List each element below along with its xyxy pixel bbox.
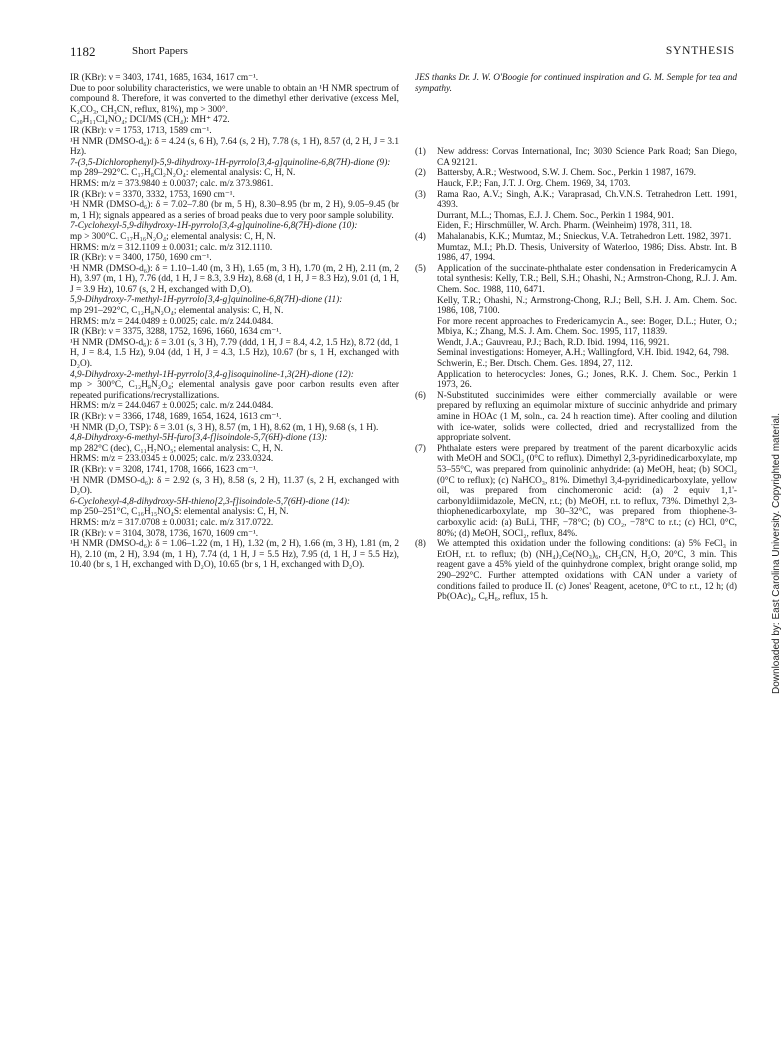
page-header bbox=[70, 44, 735, 60]
reference-item bbox=[415, 190, 737, 232]
data-line: IR (KBr): ν = 3104, 3078, 1736, 1670, 1609 cm⁻¹. bbox=[70, 528, 259, 539]
reference-text bbox=[437, 264, 737, 391]
reference-line: Hauck, F.P.; Fan, J.T. J. Org. Chem. 1969, 34, 1703. bbox=[437, 178, 631, 189]
reference-number: (8) bbox=[415, 539, 426, 550]
reference-text bbox=[437, 539, 737, 603]
compound-heading: 5,9-Dihydroxy-7-methyl-1H-pyrrolo[3,4-g]quinoline-6,8(7H)-dione (11): bbox=[70, 295, 343, 306]
reference-number: (3) bbox=[415, 189, 426, 200]
compound-heading: 7-Cyclohexyl-5,9-dihydroxy-1H-pyrrolo[3,4-g]quinoline-6,8(7H)-dione (10): bbox=[70, 221, 358, 232]
data-line: mp 289–292°C. C₁₇H₈Cl₂N₂O₄: elemental analysis: C, H, N. bbox=[70, 168, 296, 179]
reference-line: Phthalate esters were prepared by treatment of the parent dicarboxylic acids with MeOH and SOCl₂ (0°C to reflux). Dimethyl 2,3-pyridinedicarboxylate, mp 53–55°C, was prepared from quinolinic anhydride: (a) MeOH, heat; (b) SOCl₂ (0°C to reflux); (c) NaHCO₃, 81%. Dimethyl 3,4-pyridinedicarboxylate, yellow oil, was prepared from cinchomeronic acid: (a) 2 equiv 1,1'-carbonyldiimidazole, MeCN, r.t.; (b) MeOH, r.t. to reflux, 73%. Dimethyl 2,3-thiophenedicarboxylate, mp 30–32°C, was prepared from thiophene-3-carboxylic acid: (a) BuLi, THF, −78°C; (b) CO₂, −78°C to r.t.; (c) HCl, 0°C, 80%; (d) MeOH, SOCl₂, reflux, 84%. bbox=[437, 443, 737, 539]
data-line: IR (KBr): ν = 3208, 1741, 1708, 1666, 1623 cm⁻¹. bbox=[70, 464, 259, 475]
data-line: IR (KBr): ν = 3370, 3332, 1753, 1690 cm⁻¹. bbox=[70, 189, 235, 200]
reference-number: (4) bbox=[415, 231, 426, 242]
reference-line: Application of the succinate-phthalate ester condensation in Fredericamycin A total synthesis: Kelly, T.R.; Bell, S.H.; Ohashi, N.; Armstron-Chong, R.J. J. Am. Chem. Soc. 1988, 110, 6471. bbox=[437, 263, 737, 295]
reference-number: (1) bbox=[415, 147, 426, 158]
data-line: HRMS: m/z = 233.0345 ± 0.0025; calc. m/z 233.0324. bbox=[70, 454, 274, 465]
data-line: ¹H NMR (DMSO-d₆): δ = 1.10–1.40 (m, 3 H), 1.65 (m, 3 H), 1.70 (m, 2 H), 2.11 (m, 2 H), 3.97 (m, 1 H), 7.76 (dd, 1 H, J = 8.3, 3.9 Hz), 8.68 (d, 1 H, J = 8.3 Hz), 9.01 (d, 1 H, J = 3.9 Hz), 10.67 (s, 2 H, exchanged with D₂O). bbox=[70, 263, 399, 295]
reference-number: (6) bbox=[415, 390, 426, 401]
reference-line: Application to heterocycles: Jones, G.; Jones, R.K. J. Chem. Soc., Perkin 1 1973, 26. bbox=[437, 369, 737, 391]
right-column bbox=[415, 73, 737, 603]
download-watermark: Downloaded by: East Carolina University. Copyrighted material. bbox=[771, 412, 782, 694]
data-line: IR (KBr): ν = 3403, 1741, 1685, 1634, 1617 cm⁻¹. bbox=[70, 73, 259, 83]
compound-heading: 4,8-Dihydroxy-6-methyl-5H-furo[3,4-f]isoindole-5,7(6H)-dione (13): bbox=[70, 433, 328, 444]
data-line: IR (KBr): ν = 3400, 1750, 1690 cm⁻¹. bbox=[70, 253, 212, 264]
data-line: HRMS: m/z = 244.0489 ± 0.0025; calc. m/z 244.0484. bbox=[70, 316, 274, 327]
data-line: IR (KBr): ν = 1753, 1713, 1589 cm⁻¹. bbox=[70, 125, 212, 136]
data-line: IR (KBr): ν = 3366, 1748, 1689, 1654, 1624, 1613 cm⁻¹. bbox=[70, 412, 282, 422]
reference-line: Schwerin, E.; Ber. Dtsch. Chem. Ges. 1894, 27, 112. bbox=[437, 359, 633, 370]
acknowledgement: JES thanks Dr. J. W. O'Boogie for continued inspiration and G. M. Semple for tea and sympathy. bbox=[415, 73, 737, 94]
reference-line: N-Substituted succinimides were either commercially available or were prepared by refluxing an equimolar mixture of succinic anhydride and primary amine in HOAc (1 M, soln., ca. 24 h reaction time). After cooling and dilution with ice-water, solids were collected, dried and recrystallized from the appropriate solvent. bbox=[437, 390, 737, 444]
reference-item bbox=[415, 147, 737, 168]
journal-title: SYNTHESIS bbox=[665, 45, 735, 57]
reference-line: Mumtaz, M.I.; Ph.D. Thesis, University of Waterloo, 1986; Diss. Abstr. Int. B 1986, 47, 1994. bbox=[437, 242, 737, 264]
reference-line: Eiden, F.; Hirschmüller, W. Arch. Pharm. (Weinheim) 1978, 311, 18. bbox=[437, 221, 692, 232]
reference-line: Durrant, M.L.; Thomas, E.J. J. Chem. Soc., Perkin 1 1984, 901. bbox=[437, 210, 674, 221]
references-list bbox=[415, 147, 737, 603]
reference-line: Battersby, A.R.; Westwood, S.W. J. Chem. Soc., Perkin 1 1987, 1679. bbox=[437, 168, 696, 179]
reference-line: Wendt, J.A.; Gauvreau, P.J.; Bach, R.D. Ibid. 1994, 116, 9921. bbox=[437, 337, 670, 348]
reference-item bbox=[415, 264, 737, 391]
reference-line: New address: Corvas International, Inc; 3030 Science Park Road; San Diego, CA 92121. bbox=[437, 147, 737, 168]
reference-line: Kelly, T.R.; Ohashi, N.; Armstrong-Chong, R.J.; Bell, S.H. J. Am. Chem. Soc. 1986, 108, 7100. bbox=[437, 295, 737, 317]
section-name: Short Papers bbox=[132, 45, 188, 57]
reference-number: (7) bbox=[415, 443, 426, 454]
reference-item bbox=[415, 168, 737, 189]
data-line: mp 250–251°C, C₁₆H₁₅NO₄S: elemental analysis: C, H, N. bbox=[70, 507, 289, 518]
reference-line: We attempted this oxidation under the following conditions: (a) 5% FeCl₃ in EtOH, r.t. to reflux; (b) (NH₄)₂Ce(NO₃)₆, CH₃CN, H₂O, 20°C, 3 min. This reagent gave a 45% yield of the quinhydrone complex, bright orange solid, mp 290–292°C. Further attempted oxidations with CAN under a variety of conditions failed to produce II. (c) Jones' Reagent, acetone, 0°C to r.t., 12 h; (d) Pb(OAc)₄, C₆H₆, reflux, 15 h. bbox=[437, 539, 737, 603]
data-line: ¹H NMR (DMSO-d₆): δ = 2.92 (s, 3 H), 8.58 (s, 2 H), 11.37 (s, 2 H, exchanged with D₂O). bbox=[70, 475, 399, 497]
reference-item bbox=[415, 391, 737, 444]
reference-item bbox=[415, 232, 737, 264]
data-line: HRMS: m/z = 373.9840 ± 0.0037; calc. m/z 373.9861. bbox=[70, 178, 274, 189]
data-line: HRMS: m/z = 244.0467 ± 0.0025; calc. m/z 244.0484. bbox=[70, 401, 274, 412]
data-line: mp 291–292°C, C₁₂H₈N₂O₄; elemental analysis: C, H, N. bbox=[70, 306, 284, 317]
reference-text bbox=[437, 232, 737, 264]
data-line: HRMS: m/z = 312.1109 ± 0.0031; calc. m/z 312.1110. bbox=[70, 242, 273, 253]
data-line: ¹H NMR (DMSO-d₆): δ = 3.01 (s, 3 H), 7.79 (ddd, 1 H, J = 8.4, 4.2, 1.5 Hz), 8.72 (dd, 1 H, J = 8.4, 1.5 Hz), 9.04 (dd, 1 H, J = 4.3, 1.5 Hz), 10.67 (br s, 1 H, exchanged with D₂O). bbox=[70, 337, 399, 370]
compound-heading: 6-Cyclohexyl-4,8-dihydroxy-5H-thieno[2,3-f]isoindole-5,7(6H)-dione (14): bbox=[70, 496, 351, 507]
reference-line: For more recent approaches to Fredericamycin A., see: Boger, D.L.; Huter, O.; Mbiya, K.; Zhang, M.S. J. Am. Chem. Soc. 1995, 117, 11839. bbox=[437, 316, 737, 338]
data-line: Due to poor solubility characteristics, we were unable to obtain an ¹H NMR spectrum of compound 8. Therefore, it was converted to the dimethyl ether derivative (excess MeI, K₂CO₃, CH₃CN, reflux, 81%), mp > 300°. bbox=[70, 83, 399, 115]
data-line: ¹H NMR (DMSO-d₆): δ = 1.06–1.22 (m, 1 H), 1.32 (m, 2 H), 1.66 (m, 3 H), 1.81 (m, 2 H), 2.10 (m, 2 H), 3.94 (m, 1 H), 7.74 (d, 1 H, J = 5.5 Hz), 7.95 (d, 1 H, J = 5.5 Hz), 10.40 (br s, 1 H, exchanged with D₂O), 10.65 (br s, 1 H, exchanged with D₂O). bbox=[70, 539, 399, 571]
data-line: IR (KBr): ν = 3375, 3288, 1752, 1696, 1660, 1634 cm⁻¹. bbox=[70, 327, 282, 338]
data-line: mp > 300°C. C₁₇H₁₆N₂O₄; elemental analysis: C, H, N. bbox=[70, 231, 276, 242]
data-line: ¹H NMR (DMSO-d₆): δ = 4.24 (s, 6 H), 7.64 (s, 2 H), 7.78 (s, 1 H), 8.57 (d, 2 H, J = 3.1 Hz). bbox=[70, 136, 399, 158]
reference-text bbox=[437, 147, 737, 168]
reference-line: Rama Rao, A.V.; Singh, A.K.; Varaprasad, Ch.V.N.S. Tetrahedron Lett. 1991, 4393. bbox=[437, 189, 737, 211]
reference-text bbox=[437, 391, 737, 444]
reference-item bbox=[415, 444, 737, 539]
compound-heading: 7-(3,5-Dichlorophenyl)-5,9-dihydroxy-1H-pyrrolo[3,4-g]quinoline-6,8(7H)-dione (9): bbox=[70, 157, 391, 168]
reference-number: (2) bbox=[415, 168, 426, 179]
reference-line: Mahalanabis, K.K.; Mumtaz, M.; Snieckus, V.A. Tetrahedron Lett. 1982, 3971. bbox=[437, 231, 732, 242]
reference-text bbox=[437, 190, 737, 232]
compound-heading: 4,9-Dihydroxy-2-methyl-1H-pyrrolo[3,4-g]isoquinoline-1,3(2H)-dione (12): bbox=[70, 369, 354, 380]
reference-item bbox=[415, 539, 737, 603]
data-line: ¹H NMR (D₂O, TSP): δ = 3.01 (s, 3 H), 8.57 (m, 1 H), 8.62 (m, 1 H), 9.68 (s, 1 H). bbox=[70, 422, 379, 433]
reference-text bbox=[437, 444, 737, 539]
page-number: 1182 bbox=[70, 44, 96, 59]
reference-line: Seminal investigations: Homeyer, A.H.; Wallingford, V.H. Ibid. 1942, 64, 798. bbox=[437, 348, 729, 359]
data-line: ¹H NMR (DMSO-d₆): δ = 7.02–7.80 (br m, 5 H), 8.30–8.95 (br m, 2 H), 9.05–9.45 (br m, 1 H); signals appeared as a series of broad peaks due to very poor sample solubility. bbox=[70, 200, 399, 221]
data-line: mp 282°C (dec), C₁₁H₇NO₅; elemental analysis: C, H, N. bbox=[70, 443, 283, 454]
data-line: mp > 300°C, C₁₂H₈N₂O₄; elemental analysis gave poor carbon results even after repeated purifications/recrystallizations. bbox=[70, 380, 399, 401]
reference-number: (5) bbox=[415, 263, 426, 274]
data-line: HRMS: m/z = 317.0708 ± 0.0031; calc. m/z 317.0722. bbox=[70, 517, 274, 528]
data-line: C₂₀H₁₁Cl₄NO₄; DCI/MS (CH₄): MH⁺ 472. bbox=[70, 115, 230, 126]
experimental-column bbox=[70, 73, 399, 571]
reference-text bbox=[437, 168, 737, 189]
